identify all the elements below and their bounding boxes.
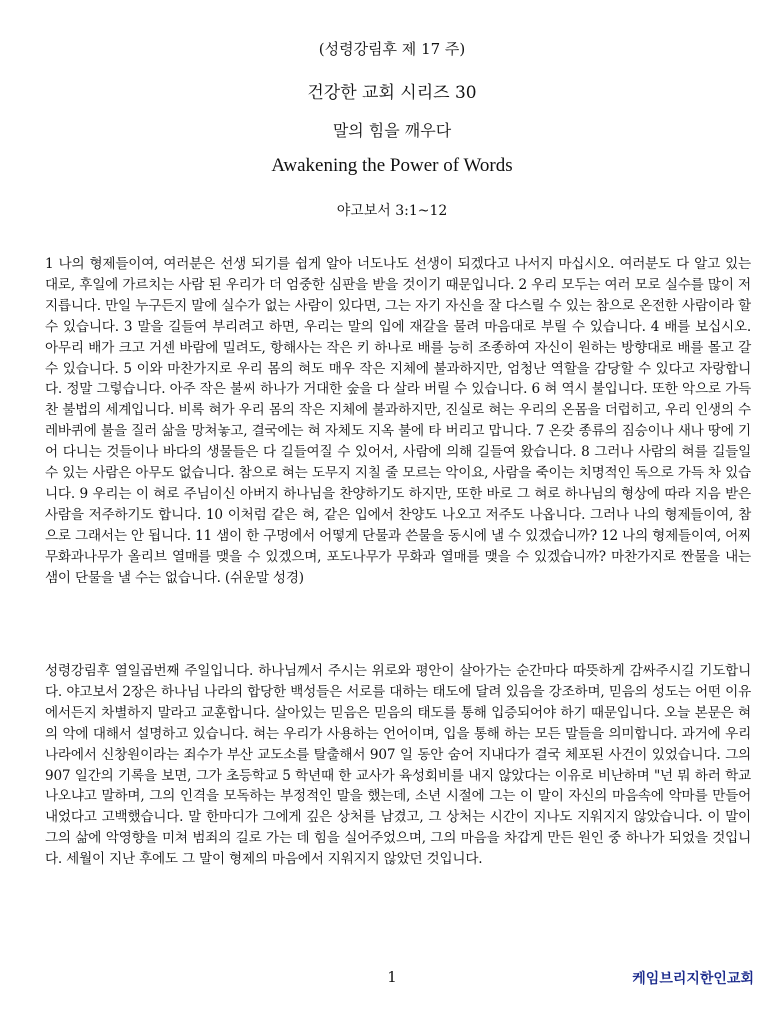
church-name: 케임브리지한인교회 <box>632 971 754 987</box>
series-title: 건강한 교회 시리즈 30 <box>307 83 477 103</box>
sermon-title-korean: 말의 힘을 깨우다 <box>332 121 452 140</box>
sermon-paragraph: 성령강림후 열일곱번째 주일입니다. 하나님께서 주시는 위로와 평안이 살아가는 순간마다 따뜻하게 감싸주시길 기도합니다. 야고보서 2장은 하나님 나라의 합당한 백성들은 서로를 대하는 태도에 달려 있음을 강조하며, 믿음의 성도는 어떤 이유에서든지 차별하지 말라고 교훈합니다. 살아있는 믿음은 믿음의 태도를 통해 입증되어야 하기 때문입니다. 오늘 본문은 혀의 악에 대해서 설명하고 있습니다. 혀는 우리가 사용하는 언어이며, 입을 통해 하는 모든 말들을 의미합니다. 과거에 우리나라에서 신창원이라는 죄수가 부산 교도소를 탈출해서 907 일 동안 숨어 지내다가 결국 체포된 사건이 있었습니다. 그의 907 일간의 기록을 보면, 그가 초등학교 5 학년때 한 교사가 육성회비를 내지 않았다는 이유로 비난하며 "넌 뭐 하러 학교 나오냐고 말하며, 그의 인격을 모독하는 부정적인 말을 했는데, 소년 시절에 그는 이 말이 자신의 마음속에 악마를 만들어내었다고 고백했습니다. 말 한마디가 그에게 깊은 상처를 남겼고, 그 상처는 시간이 지나도 지워지지 않았습니다. 이 말이 그의 삶에 악영향을 미쳐 범죄의 길로 가는 데 힘을 실어주었으며, 그의 마음을 차갑게 만든 원인 중 하나가 되었을 것입니다. 세월이 지난 후에도 그 말이 형제의 마음에서 지워지지 않았던 것입니다. <box>45 663 751 868</box>
page-number: 1 <box>387 968 397 986</box>
scripture-reference: 야고보서 3:1~12 <box>336 203 448 219</box>
scripture-passage: 1 나의 형제들이여, 여러분은 선생 되기를 쉽게 알아 너도나도 선생이 되겠다고 나서지 마십시오. 여러분도 다 알고 있는 대로, 후일에 가르치는 사람 된 우리가 더 엄중한 심판을 받을 것이기 때문입니다. 2 우리 모두는 여러 모로 실수를 많이 저지릅니다. 만일 누구든지 말에 실수가 없는 사람이 있다면, 그는 자기 자신을 잘 다스릴 수 있는 참으로 온전한 사람이라 할 수 있습니다. 3 말을 길들여 부리려고 하면, 우리는 말의 입에 재갈을 물려 마음대로 부릴 수 있습니다. 4 배를 보십시오. 아무리 배가 크고 거센 바람에 밀려도, 항해사는 작은 키 하나로 배를 능히 조종하여 자신이 원하는 방향대로 배를 몰고 갈 수 있습니다. 5 이와 마찬가지로 우리 몸의 혀도 매우 작은 지체에 불과하지만, 엄청난 역할을 감당할 수 있다고 자랑합니다. 정말 그렇습니다. 아주 작은 불씨 하나가 거대한 숲을 다 살라 버릴 수 있습니다. 6 혀 역시 불입니다. 또한 악으로 가득 찬 불법의 세계입니다. 비록 혀가 우리 몸의 작은 지체에 불과하지만, 진실로 혀는 우리의 온몸을 더럽히고, 우리 인생의 수레바퀴에 불을 질러 삶을 망쳐놓고, 결국에는 혀 자체도 지옥 불에 타 버리고 맙니다. 7 온갖 종류의 짐승이나 새나 땅에 기어 다니는 것들이나 바다의 생물들은 다 길들여질 수 있어서, 사람에 의해 길들여 왔습니다. 8 그러나 사람의 혀를 길들일 수 있는 사람은 아무도 없습니다. 참으로 혀는 도무지 지칠 줄 모르는 악이요, 사람을 죽이는 치명적인 독으로 가득 차 있습니다. 9 우리는 이 혀로 주님이신 아버지 하나님을 찬양하기도 하지만, 또한 바로 그 혀로 하나님의 형상에 따라 지음 받은 사람을 저주하기도 합니다. 10 이처럼 같은 혀, 같은 입에서 찬양도 나오고 저주도 나옵니다. 그러나 나의 형제들이여, 참으로 그래서는 안 됩니다. 11 샘이 한 구멍에서 어떻게 단물과 쓴물을 동시에 낼 수 있겠습니까? 12 나의 형제들이여, 어찌 무화과나무가 올리브 열매를 맺을 수 있겠으며, 포도나무가 무화과 열매를 맺을 수 있겠습니까? 마찬가지로 짠물을 내는 샘이 단물을 낼 수는 없습니다. (쉬운말 성경) <box>45 256 751 586</box>
sermon-title-english: Awakening the Power of Words <box>271 155 513 176</box>
week-label: (성령강림후 제 17 주) <box>318 40 466 58</box>
